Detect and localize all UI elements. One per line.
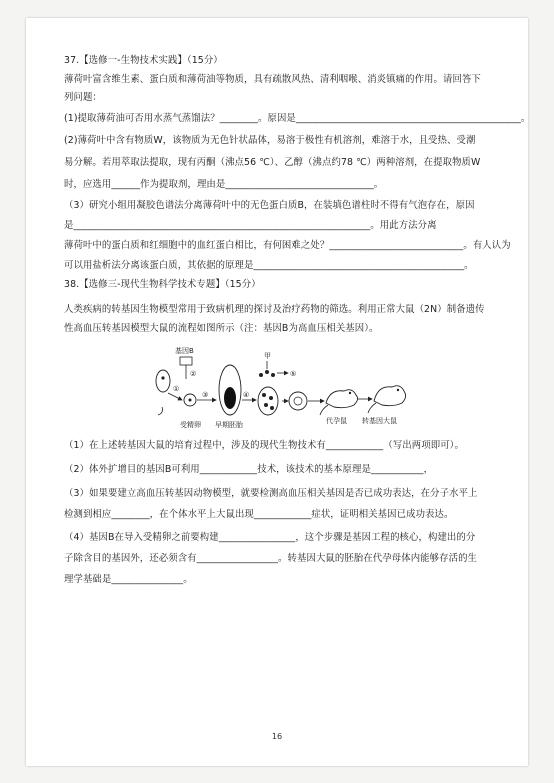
q37-line: (1)提取薄荷油可否用水蒸气蒸馏法？________。原因是_______________________________________________。	[64, 113, 531, 124]
q38-intro-line: 性高血压转基因模型大鼠的流程如图所示（注：基因B为高血压相关基因）。	[64, 323, 379, 334]
cell-nucleus-dot	[161, 376, 164, 379]
page-number: 16	[271, 732, 283, 741]
q37-line: （3）研究小组用凝胶色谱法分离薄荷叶中的无色蛋白质B，在装填色谱柱时不得有气泡存在，原因	[64, 200, 475, 211]
blastocyst-inner	[294, 397, 302, 405]
label-early-embryo: 早期胚胎	[215, 421, 243, 429]
q38-line: 子除含目的基因外，还必须含有_________________。转基因大鼠的胚胎在代孕母体内能够存活的生	[64, 553, 478, 564]
label-gene-b: 基因B	[175, 347, 194, 355]
rat-eye	[397, 389, 399, 391]
q37-line: 薄荷叶中的蛋白质和红细胞中的血红蛋白相比，有何困难之处？____________________________。有人认为	[64, 240, 511, 251]
q37-line: 列问题：	[64, 92, 102, 103]
label-fertilized-egg: 受精卵	[180, 421, 201, 429]
q38-line: （3）如果要建立高血压转基因动物模型，就要检测高血压相关基因是否已成功表达，在分子水平上	[64, 488, 478, 499]
transgenic-rat-flow-diagram	[150, 343, 410, 433]
rat-tail	[368, 403, 376, 413]
q38-line: （4）基因B在导入受精卵之前要构建________________，这个步骤是基因工程的核心，构建出的分	[64, 532, 476, 543]
label-jia: 甲	[264, 352, 271, 360]
step-4-label: ④	[243, 391, 250, 399]
rat-eye	[349, 392, 351, 394]
step-1-label: ①	[173, 385, 180, 393]
early-embryo-inner	[224, 387, 236, 409]
transgenic-rat-icon	[374, 386, 406, 406]
q37-line: 易分解。若用萃取法提取，现有丙酮（沸点56 ℃）、乙醇（沸点约78 ℃）两种溶剂，在提取物质W	[64, 157, 481, 168]
hand-stroke	[158, 407, 163, 415]
q37-line: 是______________________________________________________________。用此方法分离	[64, 220, 437, 231]
q37-line: (2)薄荷叶中含有物质W，该物质为无色针状晶体，易溶于极性有机溶剂，难溶于水，且受热、受潮	[64, 135, 476, 146]
step-5-label: ⑤	[290, 370, 297, 378]
arrow-step-1	[168, 393, 182, 400]
q37-line: 时，应选用______作为提取剂，理由是_______________________________。	[64, 179, 384, 190]
q38-intro-line: 人类疾病的转基因生物模型常用于致病机理的探讨及治疗药物的筛选。利用正常大鼠（2N）制备遗传	[64, 304, 485, 315]
q38-line: 检测到相应________，在个体水平上大鼠出现____________症状，证明相关基因已成功表达。	[64, 509, 454, 520]
q38-line: （2）体外扩增目的基因B可利用____________技术，该技术的基本原理是___________，	[64, 464, 434, 475]
q37-heading: 37.【选修一-生物技术实践】（15分）	[64, 55, 223, 66]
q38-line: 理学基础是_______________。	[64, 574, 193, 585]
egg-nucleus-dot	[189, 399, 192, 402]
jia-cell-dot	[259, 373, 263, 377]
surrogate-rat-icon	[326, 390, 358, 408]
embryo-cell-dot	[270, 406, 274, 410]
blastocyst-ring	[289, 392, 307, 410]
embryo-cell-dot	[264, 403, 268, 407]
q38-heading: 38.【选修三-现代生物科学技术专题】（15分）	[64, 279, 261, 290]
jia-cell-dot	[265, 370, 269, 374]
sperm-cell-shape	[156, 370, 170, 392]
gene-b-box	[180, 357, 192, 365]
q37-line: 可以用盐析法分离该蛋白质，其依据的原理是____________________________________________。	[64, 260, 474, 271]
q38-line: （1）在上述转基因大鼠的培育过程中，涉及的现代生物技术有____________（写出两项即可）。	[64, 440, 464, 451]
embryo-cell-dot	[262, 393, 266, 397]
step-3-label: ③	[202, 391, 209, 399]
q37-line: 薄荷叶富含维生素、蛋白质和薄荷油等物质，具有疏散风热、清利咽喉、消炎镇痛的作用。请回答下	[64, 74, 481, 85]
embryo-cluster-outline	[258, 387, 278, 415]
step-2-label: ②	[190, 370, 197, 378]
label-surrogate: 代孕鼠	[326, 417, 347, 425]
label-transgenic: 转基因大鼠	[362, 417, 397, 425]
rat-tail	[320, 405, 328, 415]
embryo-cell-dot	[269, 396, 273, 400]
jia-cell-dot	[271, 373, 275, 377]
